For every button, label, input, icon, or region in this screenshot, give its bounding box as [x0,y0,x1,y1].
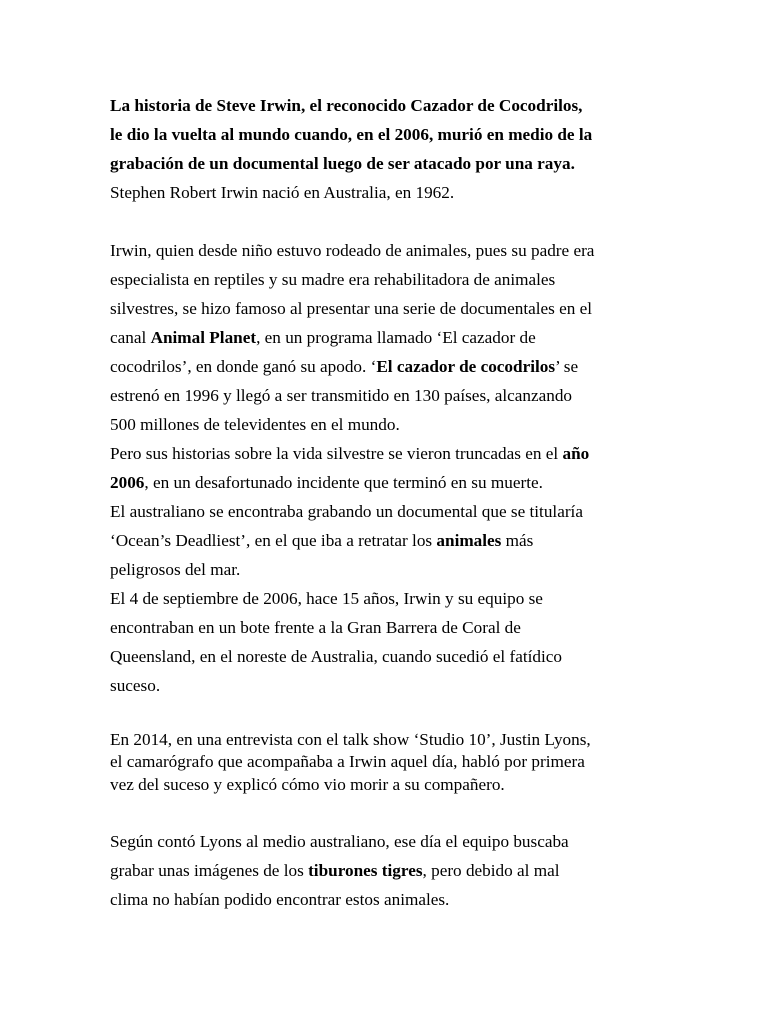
text-line: Según contó Lyons al medio australiano, ese día el equipo buscaba [110,832,569,851]
text-line: 500 millones de televidentes en el mundo. [110,415,400,434]
text-line: En 2014, en una entrevista con el talk show ‘Studio 10’, Justin Lyons, [110,730,591,749]
text-line: peligrosos del mar. [110,560,241,579]
text-line: El australiano se encontraba grabando un documental que se titularía [110,502,583,521]
text-line [110,154,575,174]
lead-text: La historia de Steve Irwin, el reconocido Cazador de Cocodrilos, [110,96,583,115]
bold-text: tiburones tigres [308,861,423,880]
text-line: El 4 de septiembre de 2006, hace 15 años, Irwin y su equipo se [110,589,543,608]
text-span: , en un desafortunado incidente que terminó en su muerte. [144,473,543,492]
text-line: encontraban en un bote frente a la Gran Barrera de Coral de [110,618,521,637]
text-line [110,444,589,464]
text-line: Queensland, en el noreste de Australia, cuando sucedió el fatídico [110,647,562,666]
text-span: ’ se [555,357,579,376]
bold-text: El cazador de cocodrilos [376,357,556,376]
text-span: más [501,531,534,550]
bold-text: año [562,444,590,463]
text-line: el camarógrafo que acompañaba a Irwin aquel día, habló por primera [110,752,585,771]
text-span: ‘Ocean’s Deadliest’, en el que iba a retratar los [110,531,437,550]
text-span: , pero debido al mal [422,861,560,880]
bold-text: Animal Planet [150,328,257,347]
bold-text: 2006 [110,473,145,492]
text-line: Stephen Robert Irwin nació en Australia, en 1962. [110,183,455,202]
text-span: canal [110,328,151,347]
text-line: silvestres, se hizo famoso al presentar una serie de documentales en el [110,299,593,318]
lead-text: le dio la vuelta al mundo cuando, en el 2006, murió en medio de la [110,125,593,144]
text-line [110,861,560,881]
lead-text: grabación de un documental luego de ser atacado por una raya. [110,154,575,173]
text-line [110,96,582,116]
text-span: cocodrilos’, en donde ganó su apodo. ‘ [110,357,377,376]
text-line: especialista en reptiles y su madre era rehabilitadora de animales [110,270,556,289]
text-line: suceso. [110,676,161,695]
text-line [110,531,533,551]
text-line: estrenó en 1996 y llegó a ser transmitido en 130 países, alcanzando [110,386,573,405]
text-span: , en un programa llamado ‘El cazador de [256,328,536,347]
text-line: Irwin, quien desde niño estuvo rodeado de animales, pues su padre era [110,241,595,260]
text-span: grabar unas imágenes de los [110,861,309,880]
bold-text: animales [436,531,502,550]
text-line: clima no habían podido encontrar estos animales. [110,890,450,909]
text-line [110,357,578,377]
text-line [110,328,536,348]
text-line [110,473,543,493]
text-line: vez del suceso y explicó cómo vio morir a su compañero. [110,775,505,794]
text-line [110,125,592,145]
text-span: Pero sus historias sobre la vida silvestre se vieron truncadas en el [110,444,563,463]
